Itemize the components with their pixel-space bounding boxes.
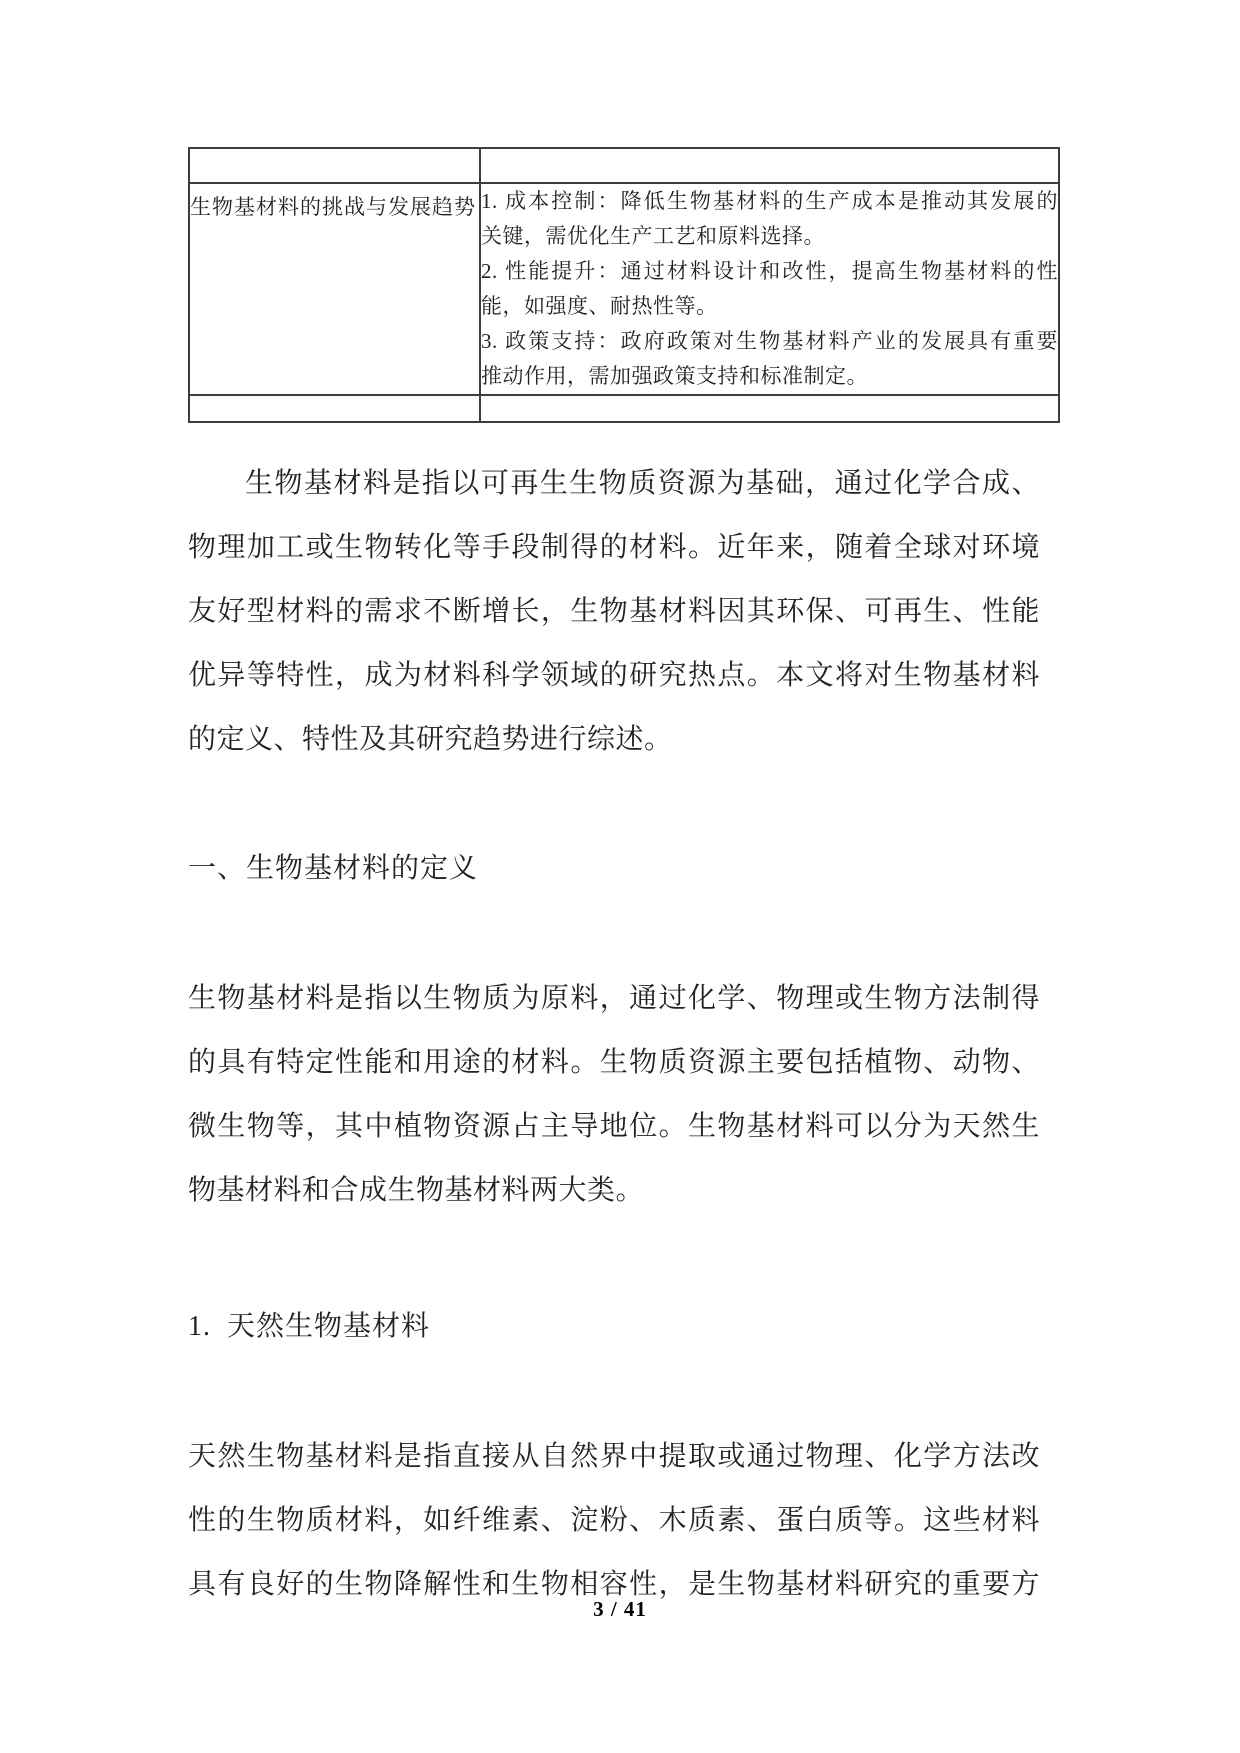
subsection-heading-natural-materials: 1. 天然生物基材料: [188, 1311, 431, 1342]
table-cell-empty: [480, 148, 1059, 183]
table-cell-empty: [189, 395, 480, 422]
table-cell-details: [480, 183, 1059, 395]
table-item-line: 3. 政策支持：政府政策对生物基材料产业的发展具有重要: [481, 329, 1058, 353]
table-cell-empty: [189, 148, 480, 183]
text-line: 生物基材料是指以生物质为原料，通过化学、物理或生物方法制得: [188, 983, 1040, 1014]
text-line: 天然生物基材料是指直接从自然界中提取或通过物理、化学方法改: [188, 1441, 1040, 1472]
text-line: 微生物等，其中植物资源占主导地位。生物基材料可以分为天然生: [188, 1111, 1040, 1142]
table-row-empty-top: [189, 148, 1059, 183]
text-line: 的定义、特性及其研究趋势进行综述。: [188, 724, 673, 755]
text-line: 优异等特性，成为材料科学领域的研究热点。本文将对生物基材料: [188, 660, 1040, 691]
section-heading-definition: 一、生物基材料的定义: [188, 853, 479, 884]
table-row-empty-bottom: [189, 395, 1059, 422]
paragraph-intro: [188, 452, 1040, 772]
paragraph-definition: [188, 967, 1040, 1223]
text-line: 物理加工或生物转化等手段制得的材料。近年来，随着全球对环境: [188, 532, 1040, 563]
table-item-line: 1. 成本控制：降低生物基材料的生产成本是推动其发展的: [481, 189, 1058, 213]
table-cell-empty: [480, 395, 1059, 422]
text-line: 友好型材料的需求不断增长，生物基材料因其环保、可再生、性能: [188, 596, 1040, 627]
paragraph-natural-materials: [188, 1425, 1040, 1617]
text-line: 具有良好的生物降解性和生物相容性，是生物基材料研究的重要方: [188, 1569, 1040, 1600]
text-line: 性的生物质材料，如纤维素、淀粉、木质素、蛋白质等。这些材料: [188, 1505, 1040, 1536]
table-item-line: 能，如强度、耐热性等。: [481, 294, 718, 318]
table-item-line: 推动作用，需加强政策支持和标准制定。: [481, 364, 868, 388]
table-item-line: 关键，需优化生产工艺和原料选择。: [481, 224, 825, 248]
summary-table: [188, 147, 1060, 423]
text-line: 的具有特定性能和用途的材料。生物质资源主要包括植物、动物、: [188, 1047, 1040, 1078]
table-item-line: 2. 性能提升：通过材料设计和改性，提高生物基材料的性: [481, 259, 1058, 283]
table-cell-topic: 生物基材料的挑战与发展趋势: [189, 183, 480, 395]
page-number: 3 / 41: [593, 1597, 647, 1621]
text-line: 生物基材料是指以可再生生物质资源为基础，通过化学合成、: [245, 468, 1040, 499]
table-row-content: [189, 183, 1059, 395]
text-line: 物基材料和合成生物基材料两大类。: [188, 1175, 645, 1206]
